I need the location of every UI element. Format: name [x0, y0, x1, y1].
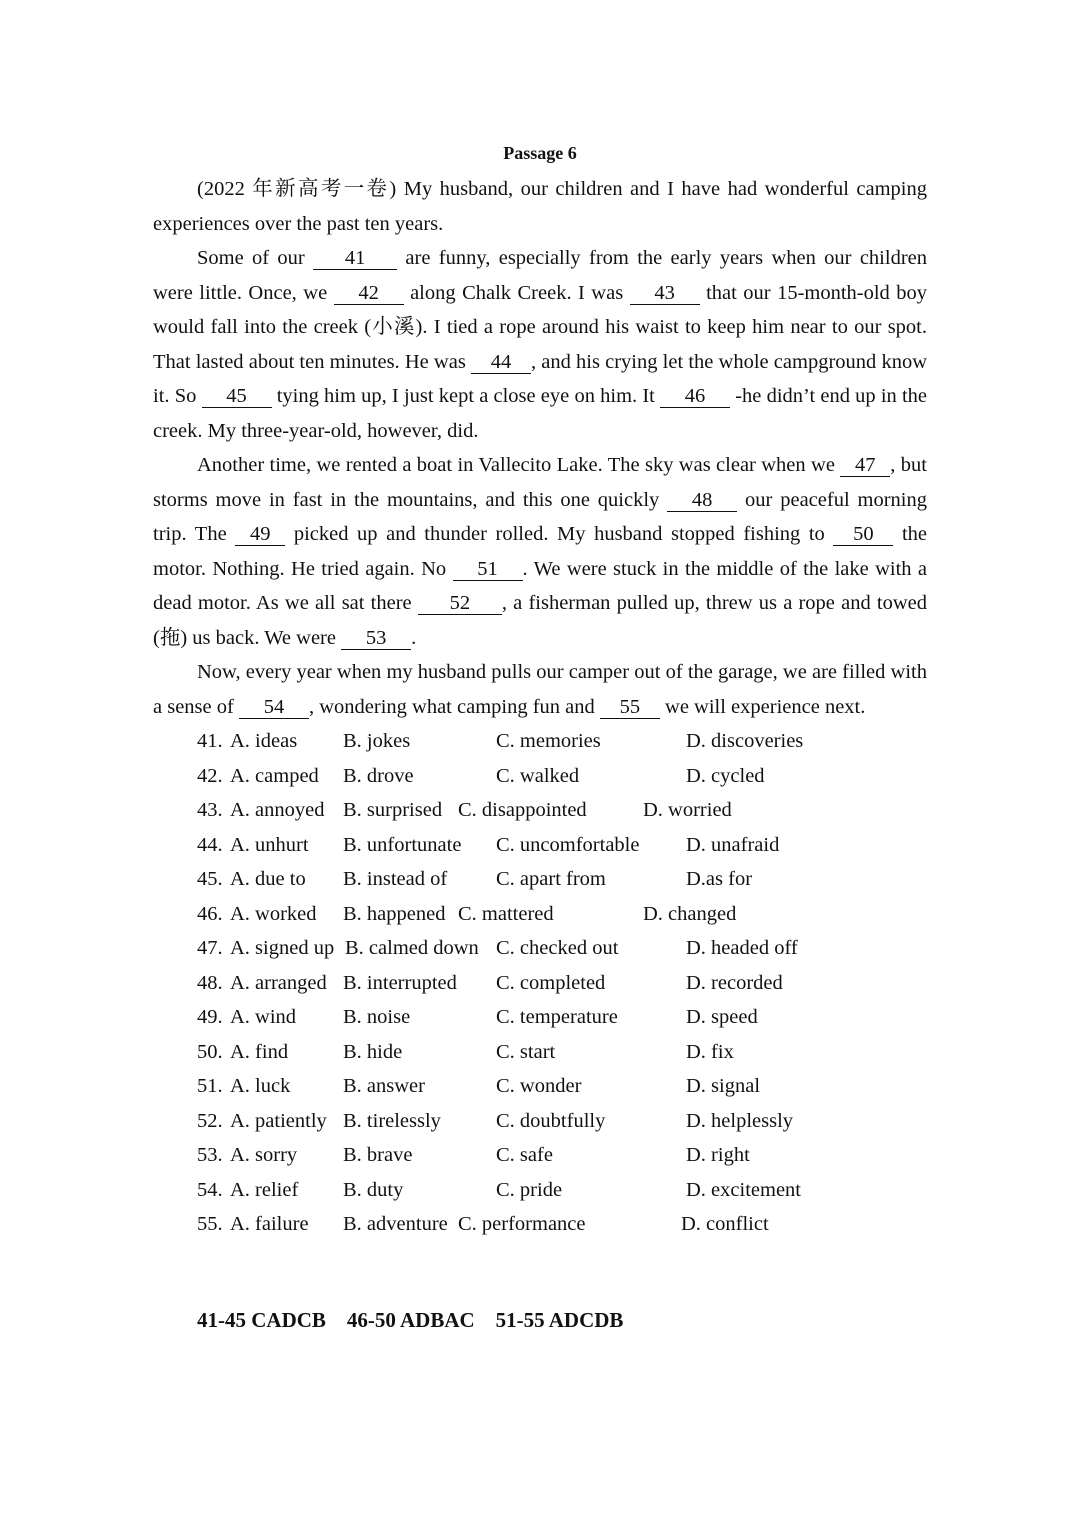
question-number: 42.: [197, 764, 223, 787]
paragraph-4: [153, 655, 927, 724]
option-b[interactable]: B. duty: [343, 1178, 404, 1201]
option-row-47: [197, 931, 927, 966]
option-b[interactable]: B. answer: [343, 1075, 425, 1097]
paragraph-1: [153, 172, 927, 241]
option-b[interactable]: B. drove: [343, 764, 414, 787]
option-row-48: [197, 966, 927, 1001]
question-number: 55.: [197, 1213, 223, 1235]
option-a[interactable]: A. arranged: [230, 971, 327, 994]
source-note: (2022 年新高考一卷): [197, 178, 397, 200]
option-d[interactable]: D. conflict: [681, 1213, 769, 1235]
option-a[interactable]: A. ideas: [230, 730, 298, 752]
option-d[interactable]: D. excitement: [686, 1178, 801, 1201]
paragraph-text: are funny, especially from the early years when our children were little. Once, we: [153, 247, 927, 304]
option-b[interactable]: B. surprised: [343, 799, 443, 821]
question-number: 47.: [197, 937, 223, 959]
question-number: 54.: [197, 1178, 223, 1201]
option-c[interactable]: C. doubtfully: [496, 1109, 606, 1132]
blank-46[interactable]: 46: [660, 385, 730, 408]
paragraph-text: the motor. Nothing. He tried again. No: [153, 523, 927, 580]
option-row-55: [197, 1207, 927, 1242]
option-b[interactable]: B. interrupted: [343, 971, 457, 994]
option-d[interactable]: D.as for: [686, 868, 753, 890]
option-d[interactable]: D. headed off: [686, 937, 798, 959]
question-number: 41.: [197, 730, 223, 752]
option-a[interactable]: A. signed up: [230, 937, 335, 959]
option-b[interactable]: B. noise: [343, 1006, 411, 1028]
option-b[interactable]: B. tirelessly: [343, 1109, 441, 1132]
option-c[interactable]: C. temperature: [496, 1006, 618, 1028]
blank-52[interactable]: 52: [418, 592, 502, 615]
blank-51[interactable]: 51: [453, 558, 523, 581]
option-c[interactable]: C. performance: [458, 1213, 586, 1235]
option-d[interactable]: D. speed: [686, 1006, 758, 1028]
option-b[interactable]: B. jokes: [343, 730, 411, 752]
option-b[interactable]: B. hide: [343, 1040, 403, 1063]
question-number: 46.: [197, 902, 223, 925]
option-row-42: [197, 759, 927, 794]
option-row-44: [197, 828, 927, 863]
option-b[interactable]: B. instead of: [343, 868, 448, 890]
question-number: 44.: [197, 833, 223, 856]
option-a[interactable]: A. unhurt: [230, 833, 309, 856]
paragraph-text: along Chalk Creek. I was: [403, 281, 630, 304]
paragraph-text: , but storms move in fast in the mountains, and this one quickly: [153, 454, 927, 511]
option-d[interactable]: D. worried: [643, 799, 732, 821]
option-d[interactable]: D. helplessly: [686, 1109, 794, 1132]
paragraph-text: Some of our: [197, 247, 314, 269]
option-b[interactable]: B. calmed down: [345, 937, 479, 959]
option-a[interactable]: A. failure: [230, 1213, 309, 1235]
option-c[interactable]: C. checked out: [496, 937, 619, 959]
option-row-43: [197, 793, 927, 828]
blank-55[interactable]: 55: [600, 696, 660, 719]
question-number: 48.: [197, 971, 223, 994]
question-number: 53.: [197, 1144, 223, 1166]
option-d[interactable]: D. recorded: [686, 971, 783, 994]
option-d[interactable]: D. discoveries: [686, 730, 804, 752]
option-c[interactable]: C. walked: [496, 764, 580, 787]
option-a[interactable]: A. camped: [230, 764, 319, 787]
option-row-46: [197, 897, 927, 932]
option-row-52: [197, 1104, 927, 1139]
option-c[interactable]: C. wonder: [496, 1075, 582, 1097]
paragraph-text: , wondering what camping fun and: [308, 695, 600, 718]
option-b[interactable]: B. adventure: [343, 1213, 448, 1235]
option-c[interactable]: C. pride: [496, 1178, 563, 1201]
paragraph-text: .: [411, 626, 417, 649]
paragraph-text: we will experience next.: [659, 695, 866, 718]
paragraph-text: -he didn’t end up in the creek. My three-year-old, however, did.: [153, 385, 927, 442]
option-a[interactable]: A. relief: [230, 1178, 299, 1201]
option-a[interactable]: A. find: [230, 1040, 289, 1063]
paragraph-text: My husband, our children and I have had wonderful camping experiences over the past ten years.: [153, 178, 927, 235]
option-row-50: [197, 1035, 927, 1070]
option-a[interactable]: A. worked: [230, 902, 317, 925]
blank-49[interactable]: 49: [235, 523, 285, 546]
paragraph-text: . We were stuck in the middle of the lake with a dead motor. As we all sat there: [153, 557, 927, 614]
option-b[interactable]: B. happened: [343, 902, 446, 925]
blank-41[interactable]: 41: [313, 247, 397, 270]
option-d[interactable]: D. signal: [686, 1075, 761, 1097]
option-c[interactable]: C. uncomfortable: [496, 833, 640, 856]
blank-54[interactable]: 54: [239, 696, 309, 719]
paragraph-text: , and his crying let the whole campground know it. So: [153, 350, 928, 407]
option-row-49: [197, 1000, 927, 1035]
option-c[interactable]: C. memories: [496, 730, 601, 752]
option-a[interactable]: A. patiently: [230, 1109, 327, 1132]
option-d[interactable]: D. unafraid: [686, 833, 780, 856]
blank-47[interactable]: 47: [840, 454, 890, 477]
blank-42[interactable]: 42: [334, 282, 404, 305]
blank-53[interactable]: 53: [341, 627, 411, 650]
paragraph-2: [153, 241, 927, 448]
option-a[interactable]: A. sorry: [230, 1144, 298, 1166]
option-a[interactable]: A. due to: [230, 868, 306, 890]
option-row-51: [197, 1069, 927, 1104]
option-a[interactable]: A. luck: [230, 1075, 291, 1097]
option-c[interactable]: C. start: [496, 1040, 556, 1063]
blank-50[interactable]: 50: [833, 523, 893, 546]
blank-44[interactable]: 44: [471, 351, 531, 374]
option-c[interactable]: C. safe: [496, 1144, 553, 1166]
paragraph-text: Another time, we rented a boat in Vallecito Lake. The sky was clear when we: [197, 454, 841, 476]
option-c[interactable]: C. mattered: [458, 902, 554, 925]
paragraph-text: , a fisherman pulled up, threw us a rope and towed (拖) us back. We were: [153, 592, 928, 649]
blank-45[interactable]: 45: [202, 385, 272, 408]
option-row-54: [197, 1173, 927, 1208]
paragraph-text: our peaceful morning trip. The: [153, 488, 927, 545]
option-a[interactable]: A. annoyed: [230, 799, 325, 821]
option-d[interactable]: D. cycled: [686, 764, 765, 787]
option-b[interactable]: B. unfortunate: [343, 833, 462, 856]
option-c[interactable]: C. disappointed: [458, 799, 587, 821]
paragraph-text: Now, every year when my husband pulls our camper out of the garage, we are filled with a sense of: [153, 661, 927, 718]
option-d[interactable]: D. changed: [643, 902, 737, 925]
answer-key: 41-45 CADCB 46-50 ADBAC 51-55 ADCDB: [197, 1308, 624, 1332]
option-b[interactable]: B. brave: [343, 1144, 413, 1166]
question-number: 52.: [197, 1109, 223, 1132]
option-row-41: [197, 724, 927, 759]
question-number: 45.: [197, 868, 223, 890]
option-c[interactable]: C. completed: [496, 971, 606, 994]
option-a[interactable]: A. wind: [230, 1006, 297, 1028]
option-c[interactable]: C. apart from: [496, 868, 606, 890]
question-number: 49.: [197, 1006, 223, 1028]
paragraph-text: tying him up, I just kept a close eye on him. It: [271, 385, 661, 407]
paragraph-3: [153, 448, 927, 655]
option-row-45: [197, 862, 927, 897]
passage-page: [153, 140, 927, 1242]
paragraph-text: picked up and thunder rolled. My husband stopped fishing to: [285, 523, 834, 545]
question-number: 50.: [197, 1040, 223, 1063]
passage-title: Passage 6: [503, 143, 577, 163]
blank-43[interactable]: 43: [630, 282, 700, 305]
question-number: 43.: [197, 799, 223, 821]
blank-48[interactable]: 48: [667, 489, 737, 512]
question-number: 51.: [197, 1075, 223, 1097]
option-d[interactable]: D. fix: [686, 1040, 734, 1063]
options-list: [153, 724, 927, 1242]
paragraph-text: that our 15-month-old boy would fall into the creek (小溪). I tied a rope around his waist to keep him near to our spot. That lasted about ten minutes. He was: [153, 281, 928, 373]
option-d[interactable]: D. right: [686, 1144, 750, 1166]
option-row-53: [197, 1138, 927, 1173]
